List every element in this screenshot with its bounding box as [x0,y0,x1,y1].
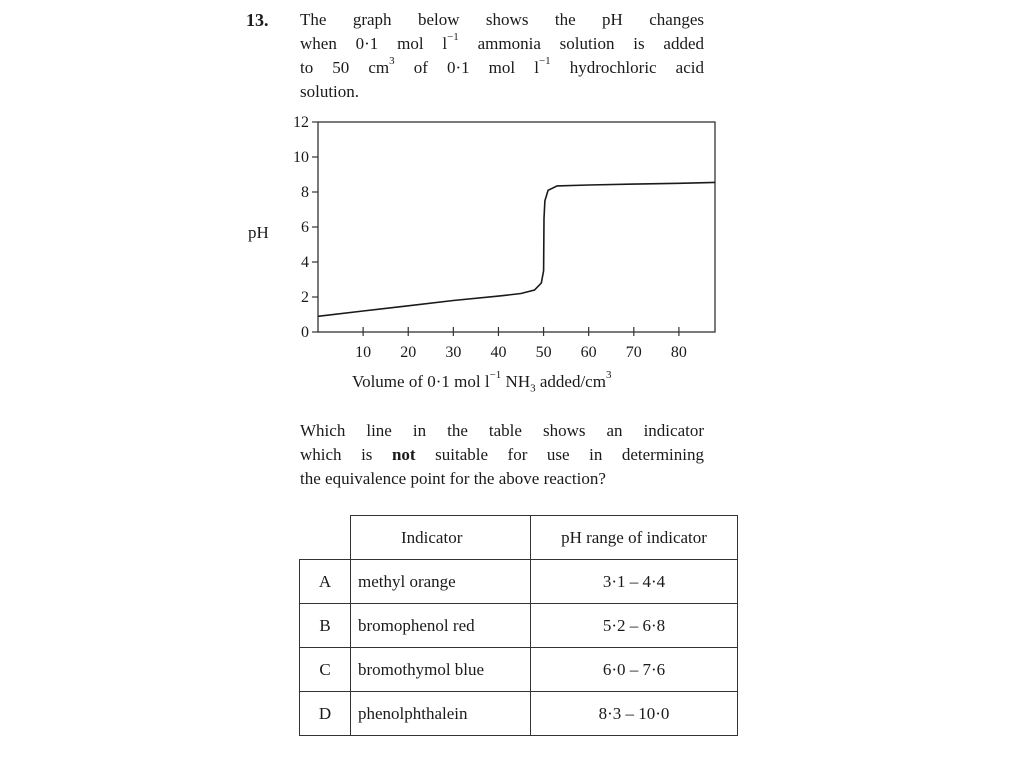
ph-curve-line [318,182,715,316]
y-axis-title: pH [248,223,269,242]
header-ph-range: pH range of indicator [531,516,738,560]
ph-range: 3·1 – 4·4 [531,560,738,604]
prompt-line-3: the equivalence point for the above reaction? [300,469,606,488]
y-tick-label: 2 [301,289,309,306]
plot-frame [318,122,715,332]
question-text-line-4: solution. [300,82,360,101]
question-text-line-1: The graph below shows the pH changes [300,10,704,29]
table-header-row [300,516,738,560]
row-letter: C [300,648,351,692]
prompt-line-1: Which line in the table shows an indicator [300,421,704,440]
x-tick-label: 40 [490,344,507,361]
row-letter: D [300,692,351,736]
prompt-line-2: which is not suitable for use in determining [300,445,704,464]
indicator-table [299,515,738,736]
y-tick-label: 12 [293,114,309,131]
row-letter: A [300,560,351,604]
indicator-name: phenolphthalein [351,692,531,736]
y-tick-label: 6 [301,219,309,236]
table-row-d [300,692,738,736]
x-tick-label: 80 [670,344,687,361]
y-tick-label: 10 [293,149,309,166]
ph-range: 8·3 – 10·0 [531,692,738,736]
ph-range: 6·0 – 7·6 [531,648,738,692]
x-tick-label: 50 [535,344,552,361]
question-text-line-3: to 50 $cm^3$ of 0·1 mol $l^{-1}$ hydrochloric acid [300,55,704,77]
y-tick-label: 8 [301,184,309,201]
question-number: 13. [246,10,269,30]
table-row-c [300,648,738,692]
indicator-name: bromophenol red [351,604,531,648]
x-axis-title: Volume of 0·1 mol $l^{-1}$ $NH_3$ added/$cm^3$ [352,369,612,395]
x-tick-label: 10 [355,344,372,361]
x-tick-label: 70 [625,344,642,361]
y-tick-label: 0 [301,324,309,341]
header-indicator: Indicator [351,516,531,560]
ph-range: 5·2 – 6·8 [531,604,738,648]
x-tick-label: 60 [580,344,597,361]
x-tick-label: 30 [445,344,462,361]
y-tick-label: 4 [301,254,309,271]
indicator-name: bromothymol blue [351,648,531,692]
table-row-b [300,604,738,648]
row-letter: B [300,604,351,648]
table-row-a [300,560,738,604]
question-text-line-2: when 0·1 mol $l^{-1}$ ammonia solution is added [300,31,704,53]
indicator-name: methyl orange [351,560,531,604]
x-tick-label: 20 [400,344,417,361]
